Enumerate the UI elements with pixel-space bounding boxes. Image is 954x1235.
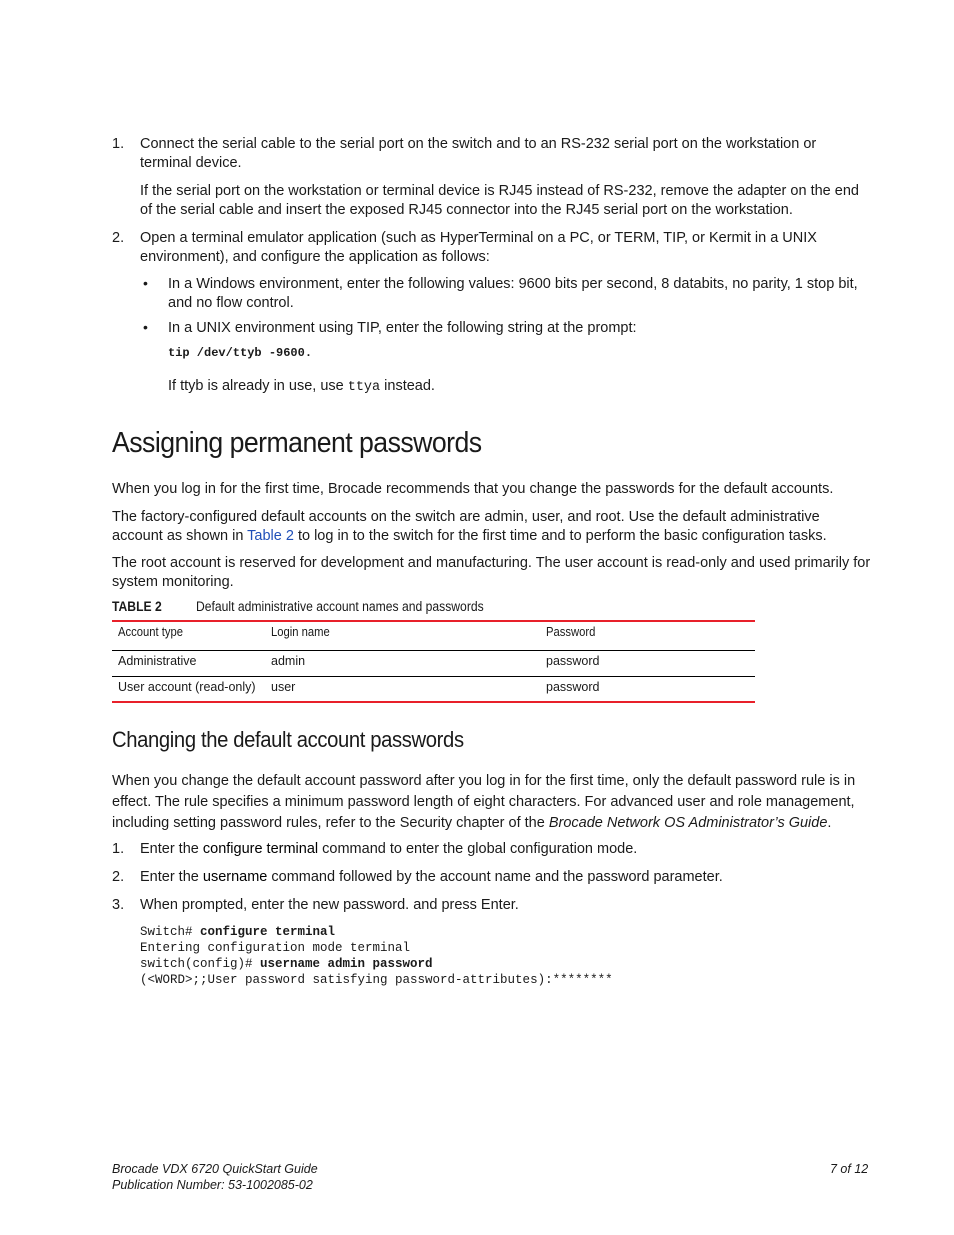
step-number: 1. (112, 136, 125, 152)
ttyb-note (168, 377, 435, 397)
section-paragraph: When you log in for the first time, Brocade recommends that you change the passwords for the default accounts. (112, 481, 834, 497)
para-text: to log in to the switch for the first time and to perform the basic configuration tasks. (293, 528, 827, 544)
step-text-part: command to enter the global configuration mode. (318, 841, 638, 857)
step-text: When prompted, enter the new password. and press Enter. (140, 897, 519, 913)
section-paragraph: The root account is reserved for development and manufacturing. The user account is read-only and used primarily for system monitoring. (112, 555, 871, 590)
table-rule (112, 676, 755, 677)
bullet-text: In a UNIX environment using TIP, enter the following string at the prompt: (168, 320, 637, 336)
subsection-title: Changing the default account passwords (112, 727, 464, 752)
table-header: Password (546, 625, 596, 639)
step-number: 3. (112, 897, 125, 913)
step-text (140, 840, 637, 859)
step-text: Open a terminal emulator application (such as HyperTerminal on a PC, or TERM, TIP, or Kermit in a UNIX environment), and configure the application as follows: (140, 230, 817, 265)
bullet-icon: • (143, 275, 148, 291)
table-cell: password (546, 654, 600, 668)
table-2-link[interactable]: Table 2 (247, 528, 294, 544)
table-rule (112, 650, 755, 651)
code-line (140, 924, 335, 940)
code-prompt: Switch# (140, 925, 201, 939)
step-text (140, 868, 723, 887)
command-name: username (202, 869, 268, 885)
section-paragraph (112, 771, 872, 834)
step-text-part: Enter the (140, 869, 203, 885)
step-text-part: command followed by the account name and the password parameter. (267, 869, 723, 885)
code-command: configure terminal (200, 925, 336, 939)
table-top-rule (112, 620, 755, 622)
page-number: 7 of 12 (830, 1162, 869, 1176)
section-paragraph (112, 508, 872, 546)
guide-title: Brocade Network OS Administrator’s Guide (548, 815, 828, 831)
code-prompt: switch(config)# (140, 957, 261, 971)
table-cell: user (271, 680, 296, 694)
code-line (140, 956, 433, 972)
para-text: When you change the default account password after you log in for the first time, only the default password rule is in effect. The rule specifies a minimum password length of eight characters. For advanced user and role management, including setting password rules, refer to the Security chapter of the (112, 773, 856, 831)
table-bottom-rule (112, 701, 755, 703)
para-text: . (827, 815, 832, 831)
code-command: username admin password (260, 957, 433, 971)
table-label: TABLE 2 (112, 599, 162, 614)
table-cell: User account (read-only) (118, 680, 256, 694)
table-header: Login name (271, 625, 330, 639)
bullet-text: In a Windows environment, enter the following values: 9600 bits per second, 8 databits, no parity, 1 stop bit, and no flow control. (168, 276, 858, 311)
footer-title: Brocade VDX 6720 QuickStart Guide (112, 1162, 318, 1176)
ttyb-note-prefix: If ttyb is already in use, use (168, 378, 348, 394)
tip-command: tip /dev/ttyb -9600. (168, 346, 313, 360)
step-number: 2. (112, 230, 125, 246)
step-text-part: Enter the (140, 841, 203, 857)
code-line: (<WORD>;;User password satisfying password-attributes):******** (140, 973, 613, 987)
step-text: Connect the serial cable to the serial port on the switch and to an RS-232 serial port on the workstation or terminal device. (140, 136, 817, 171)
table-cell: admin (271, 654, 306, 668)
section-title: Assigning permanent passwords (112, 427, 482, 459)
step-paragraph: If the serial port on the workstation or terminal device is RJ45 instead of RS-232, remove the adapter on the end of the serial cable and insert the exposed RJ45 connector into the RJ45 serial port on the workstation. (140, 183, 859, 218)
footer-publication: Publication Number: 53-1002085-02 (112, 1178, 313, 1192)
ttyb-note-code: ttya (347, 380, 381, 395)
step-number: 1. (112, 841, 125, 857)
para-text: The factory-configured default accounts on the switch are admin, user, and root. Use the default administrative account as shown in (112, 509, 820, 544)
table-cell: password (546, 680, 600, 694)
code-line: Entering configuration mode terminal (140, 941, 411, 955)
table-caption: Default administrative account names and passwords (196, 599, 484, 614)
table-cell: Administrative (118, 654, 197, 668)
table-header: Account type (118, 625, 184, 639)
step-number: 2. (112, 869, 125, 885)
ttyb-note-suffix: instead. (380, 378, 435, 394)
command-name: configure terminal (202, 841, 319, 857)
bullet-icon: • (143, 319, 148, 335)
